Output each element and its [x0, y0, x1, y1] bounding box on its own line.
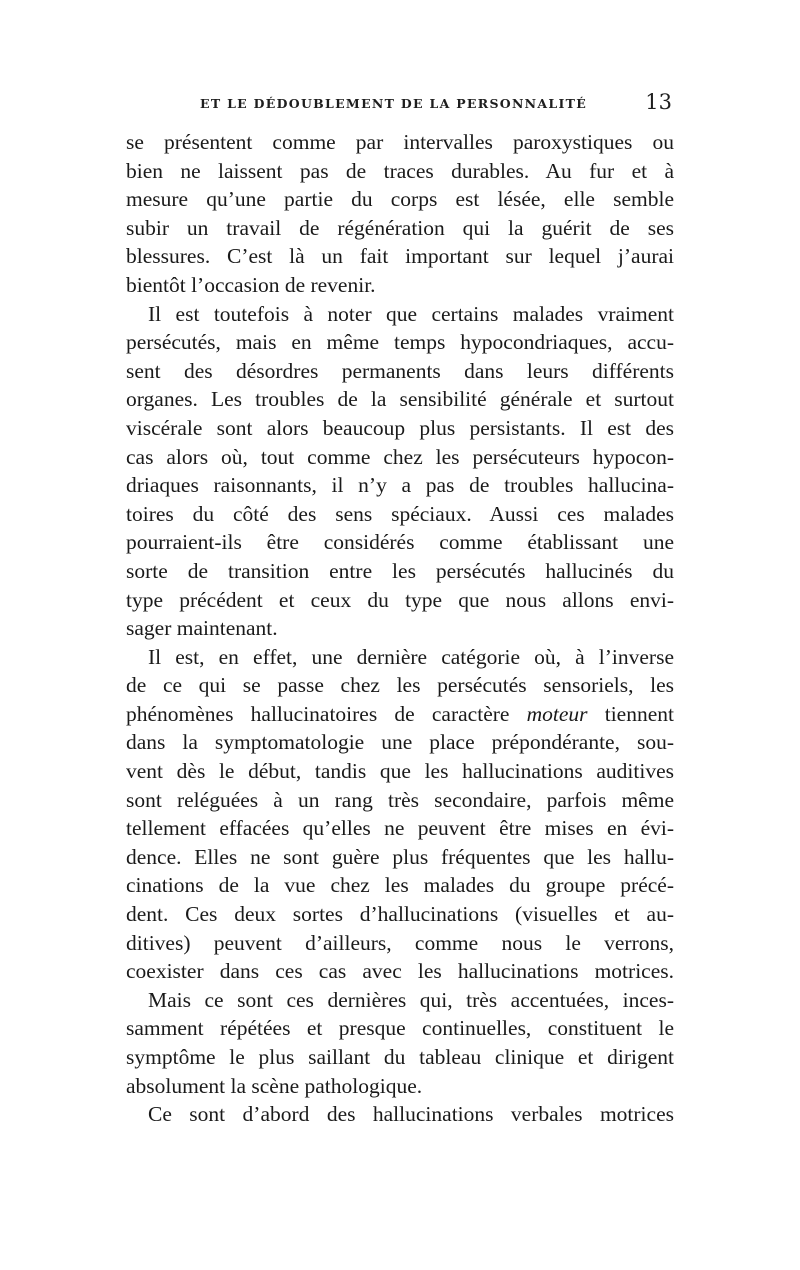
- text-line: dent. Ces deux sortes d’hallucinations (visuelles et au-: [126, 902, 674, 927]
- text-line: dans la symptomatologie une place prépondérante, sou-: [126, 730, 674, 755]
- text-line: se présentent comme par intervalles paroxystiques ou: [126, 130, 674, 154]
- page-number: 13: [645, 90, 672, 114]
- text-line: Il est, en effet, une dernière catégorie où, à l’inverse: [148, 644, 674, 669]
- text-line: coexister dans ces cas avec les hallucinations motrices.: [126, 959, 674, 984]
- text-line: viscérale sont alors beaucoup plus persistants. Il est des: [126, 415, 674, 440]
- text-line: sent des désordres permanents dans leurs différents: [126, 358, 674, 383]
- text-line: sont reléguées à un rang très secondaire, parfois même: [126, 787, 674, 812]
- running-title: ET LE DÉDOUBLEMENT DE LA PERSONNALITÉ: [200, 96, 588, 111]
- text-line: bientôt l’occasion de revenir.: [126, 272, 376, 297]
- text-line: cas alors où, tout comme chez les persécuteurs hypocon-: [126, 444, 674, 469]
- text-line: type précédent et ceux du type que nous allons envi-: [126, 587, 674, 612]
- body-text: [126, 128, 674, 1129]
- text-line: pourraient-ils être considérés comme établissant une: [126, 530, 674, 555]
- text-line: toires du côté des sens spéciaux. Aussi ces malades: [126, 501, 674, 526]
- text-line: subir un travail de régénération qui la guérit de ses: [126, 215, 674, 240]
- text-line: ditives) peuvent d’ailleurs, comme nous le verrons,: [126, 930, 674, 955]
- text-line: Il est toutefois à noter que certains malades vraiment: [148, 301, 674, 326]
- text-line: phénomènes hallucinatoires de caractère moteur tiennent: [126, 701, 674, 726]
- text-line: sager maintenant.: [126, 616, 278, 641]
- text-line: mesure qu’une partie du corps est lésée, elle semble: [126, 187, 674, 212]
- text-line: blessures. C’est là un fait important sur lequel j’aurai: [126, 244, 674, 269]
- text-line: symptôme le plus saillant du tableau clinique et dirigent: [126, 1045, 674, 1069]
- text-line: driaques raisonnants, il n’y a pas de troubles hallucina-: [126, 473, 674, 498]
- text-line: sorte de transition entre les persécutés hallucinés du: [126, 558, 674, 583]
- text-line: cinations de la vue chez les malades du groupe précé-: [126, 873, 674, 898]
- text-line: de ce qui se passe chez les persécutés sensoriels, les: [126, 673, 674, 698]
- text-line: Mais ce sont ces dernières qui, très accentuées, inces-: [148, 987, 674, 1012]
- text-line: absolument la scène pathologique.: [126, 1073, 423, 1098]
- text-line: vent dès le début, tandis que les hallucinations auditives: [126, 759, 674, 784]
- text-line: tellement effacées qu’elles ne peuvent être mises en évi-: [126, 816, 674, 841]
- text-line: samment répétées et presque continuelles, constituent le: [126, 1016, 674, 1041]
- text-line: dence. Elles ne sont guère plus fréquentes que les hallu-: [126, 844, 674, 869]
- text-line: persécutés, mais en même temps hypocondriaques, accu-: [126, 330, 674, 355]
- text-line: bien ne laissent pas de traces durables. Au fur et à: [126, 158, 674, 183]
- text-line: organes. Les troubles de la sensibilité générale et surtout: [126, 387, 674, 412]
- text-line: Ce sont d’abord des hallucinations verbales motrices: [148, 1102, 674, 1127]
